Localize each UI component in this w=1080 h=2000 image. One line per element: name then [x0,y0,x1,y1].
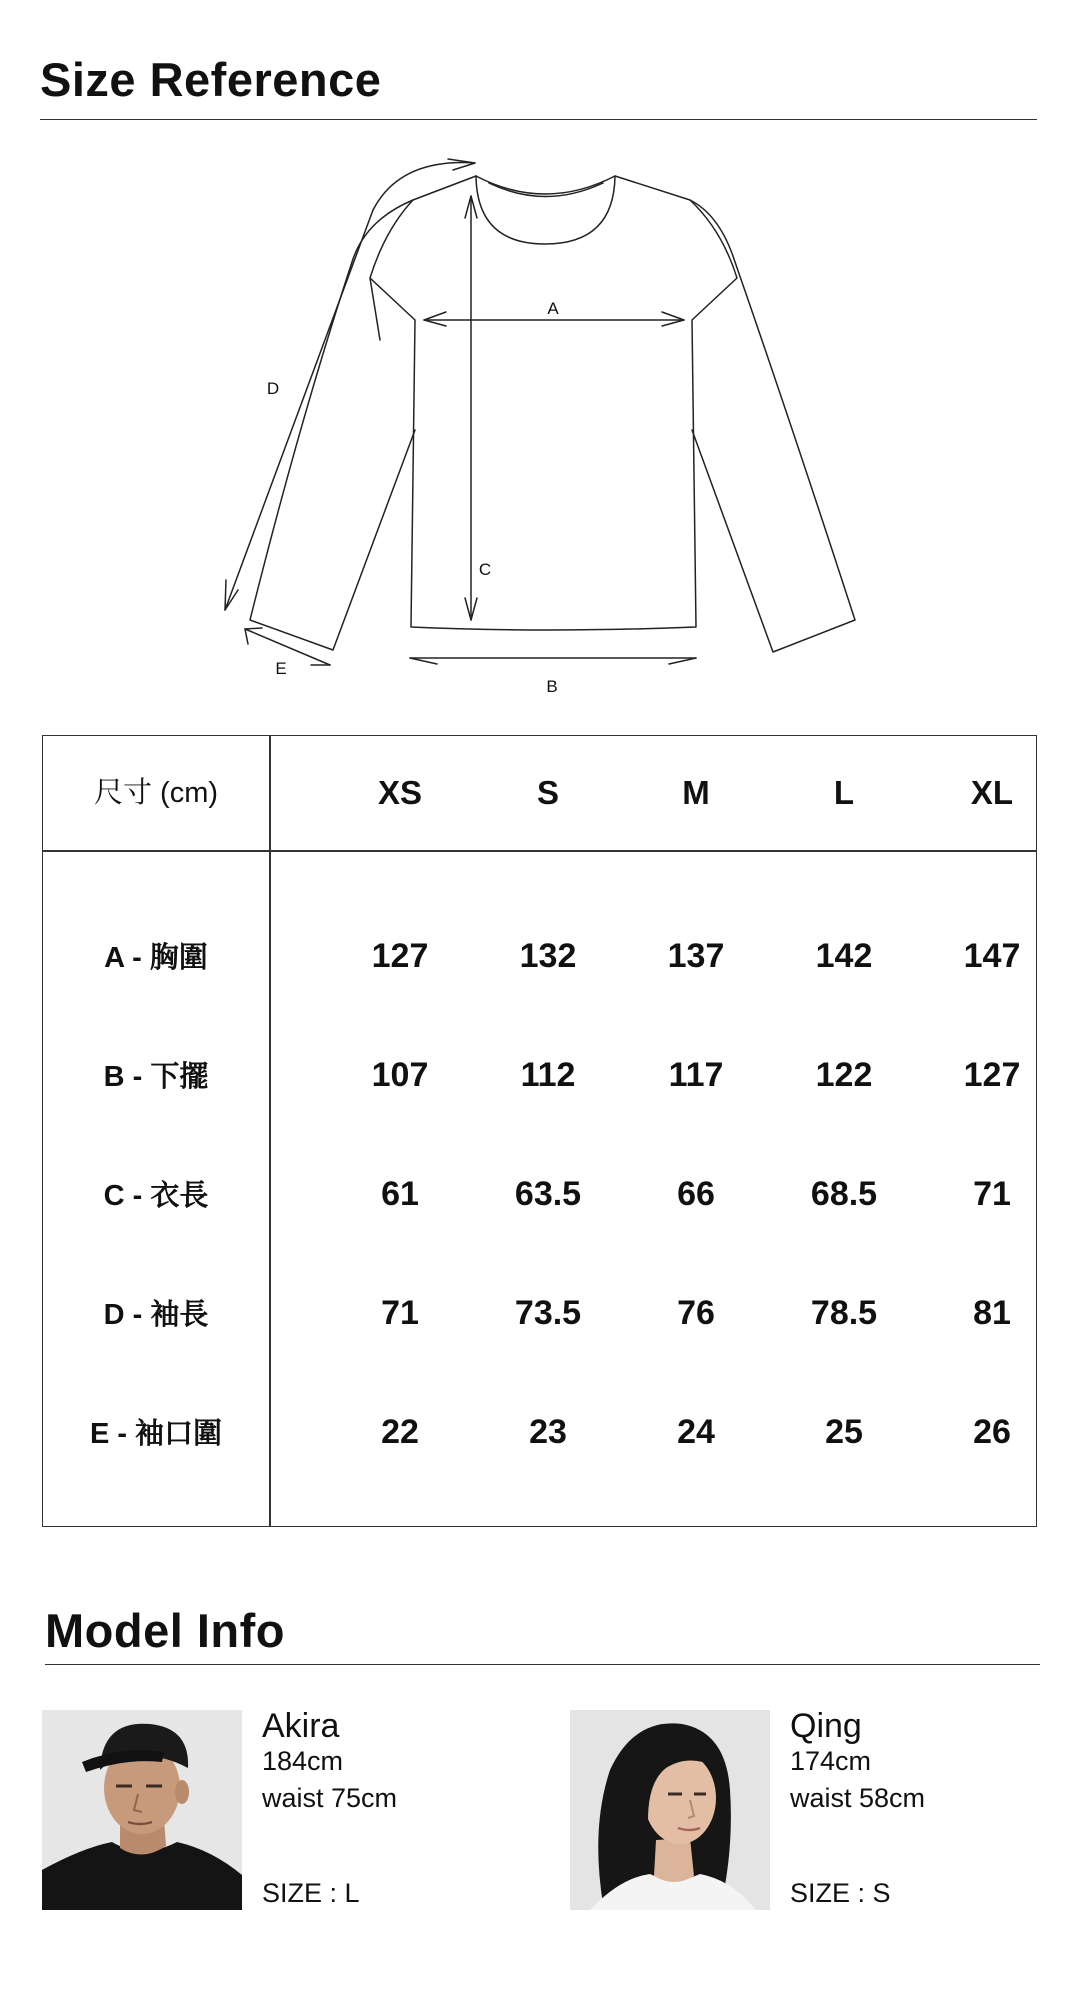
row-label-sleeve-length: D - 袖長 [103,1299,209,1331]
table-cell: 71 [973,1175,1011,1213]
table-cell: 63.5 [514,1175,582,1213]
table-cell: 73.5 [514,1294,582,1332]
table-cell: 117 [668,1056,724,1094]
arrow-head-a-left [424,312,446,326]
size-header-m: M [682,774,710,811]
measure-line-e [245,629,330,665]
table-cell: 22 [381,1413,419,1451]
neckline-outer [476,176,615,194]
table-cell: 26 [973,1413,1011,1451]
model-size: SIZE : S [790,1878,891,1908]
table-cell: 127 [963,1056,1021,1094]
table-cell: 71 [381,1294,419,1332]
table-cell: 137 [667,937,725,975]
size-header-l: L [833,774,855,811]
model-height: 184cm [262,1746,344,1776]
table-cell: 132 [519,937,577,975]
arrow-head-d-top [448,159,475,170]
diagram-label-b: B [546,677,558,696]
row-label-chest: A - 胸圍 [104,942,208,974]
size-header-xs: XS [377,774,423,811]
model-photo [42,1710,242,1910]
right-sleeve-outline [690,200,855,652]
table-cell: 66 [677,1175,715,1213]
table-cell: 61 [381,1175,419,1213]
left-sleeve-seam [370,278,380,340]
table-cell: 24 [677,1413,715,1451]
table-cell: 76 [677,1294,715,1332]
model-photo [570,1710,770,1910]
table-cell: 142 [815,937,873,975]
table-cell: 122 [815,1056,873,1094]
row-label-body-length: C - 衣長 [103,1180,209,1212]
diagram-label-c: C [478,560,492,579]
table-cell: 25 [825,1413,863,1451]
arrow-head-b-right [669,658,696,664]
size-header-s: S [536,774,559,811]
table-cell: 127 [371,937,429,975]
row-label-cuff: E - 袖口圍 [89,1418,223,1450]
model-card-qing [570,1707,1050,1914]
model-name: Akira [262,1707,340,1745]
table-cell: 112 [520,1056,576,1094]
model-height: 174cm [790,1746,872,1776]
title-divider [40,119,1037,120]
model-name: Qing [790,1707,862,1745]
left-sleeve-outline [250,200,415,650]
arrow-head-a-right [662,312,684,326]
row-label-hem: B - 下擺 [103,1061,209,1093]
size-header-xl: XL [970,774,1014,811]
table-cell: 107 [371,1056,429,1094]
diagram-label-a: A [547,299,559,318]
model-waist: waist 58cm [790,1783,926,1813]
diagram-label-d: D [266,379,280,398]
size-chart-table [42,735,1037,1527]
table-cell: 68.5 [810,1175,878,1213]
unit-header-label: 尺寸 (cm) [93,777,219,809]
table-cell: 147 [963,937,1021,975]
table-cell: 78.5 [810,1294,878,1332]
model-card-akira [42,1707,522,1914]
measure-line-d [225,163,475,610]
model-size: SIZE : L [262,1878,360,1908]
size-reference-title: Size Reference [40,53,382,106]
model-waist: waist 75cm [262,1783,398,1813]
table-column-divider [269,736,271,1526]
table-cell: 23 [529,1413,567,1451]
model-info-title: Model Info [45,1604,285,1657]
table-header-divider [43,850,1036,852]
arrow-head-b-left [410,658,437,664]
diagram-label-e: E [275,659,287,678]
model-info-divider [45,1664,1040,1665]
garment-measurement-diagram [0,150,1080,710]
table-cell: 81 [973,1294,1011,1332]
